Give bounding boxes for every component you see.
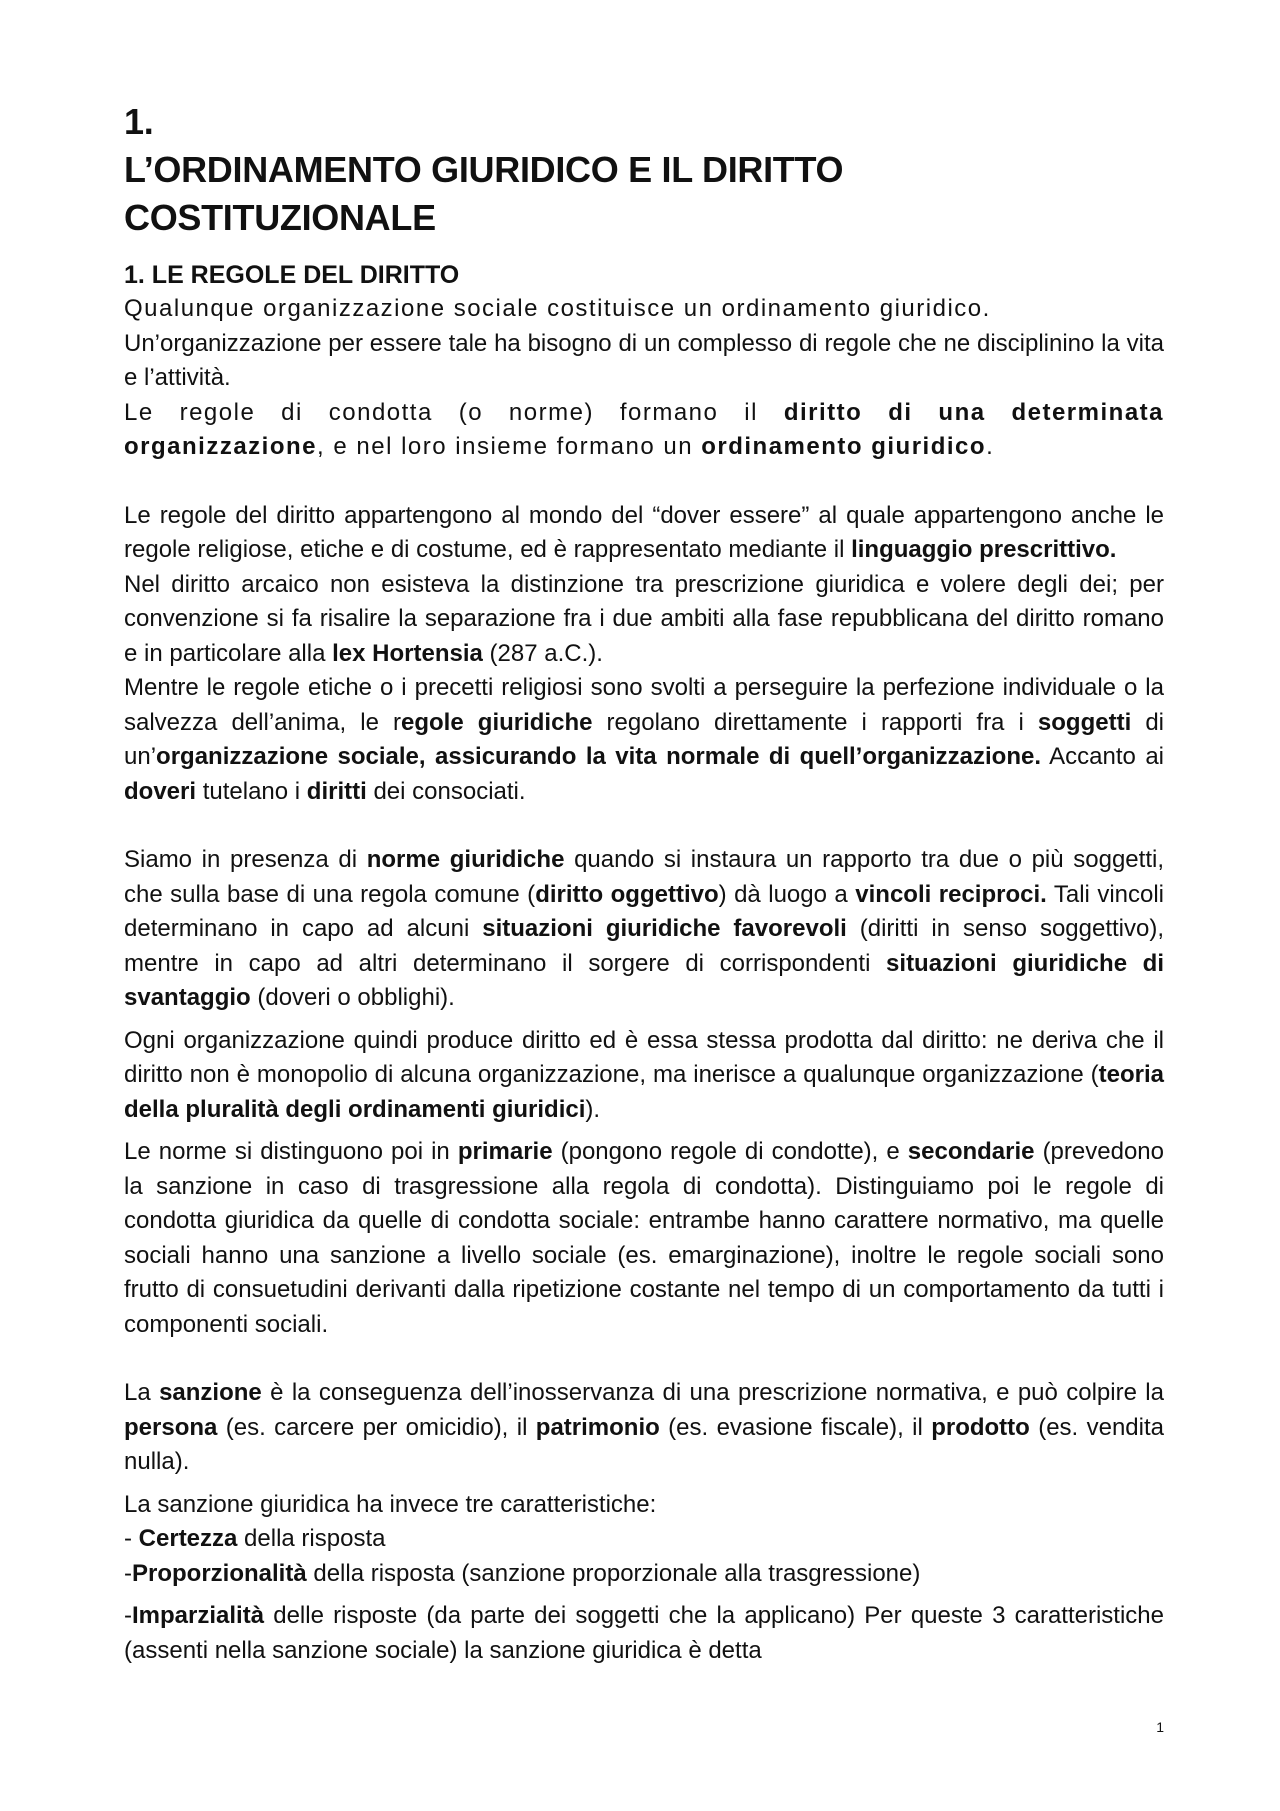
text: -	[124, 1602, 132, 1629]
bold-text: vincoli reciproci.	[855, 880, 1047, 908]
bold-text: diritto di una determinata organizzazione	[124, 398, 1165, 460]
bold-text: ordinamento giuridico	[701, 433, 987, 460]
text: Le regole del diritto appartengono al mondo del “dover essere” al quale appartengono anche le regole religiose, etiche e di costume, ed è rappresentato mediante il	[124, 501, 1164, 563]
text: (es. evasione fiscale), il	[659, 1413, 932, 1441]
text: .	[986, 433, 995, 460]
text: Siamo in presenza di	[124, 846, 367, 873]
section-title: 1. LE REGOLE DEL DIRITTO	[124, 261, 460, 289]
text: -	[124, 1525, 139, 1552]
bold-text: Certezza	[138, 1525, 238, 1552]
text: delle risposte (da parte dei soggetti che la applicano) Per queste 3 caratteristiche (assenti nella sanzione sociale) la sanzione giuridica è detta	[124, 1602, 1164, 1664]
page-content	[124, 98, 1164, 1668]
paragraph-norme-giuridiche	[124, 843, 1164, 1016]
page-number: 1	[1156, 1719, 1164, 1735]
chapter-title	[124, 146, 1164, 242]
text: Nel diritto arcaico non esisteva la distinzione tra prescrizione giuridica e volere degli dei; per convenzione si fa risalire la separazione fra i due ambiti alla fase repubblicana del diritto romano e in particolare alla	[124, 570, 1164, 667]
text: della risposta	[237, 1525, 386, 1552]
text: (287 a.C.).	[482, 639, 603, 667]
paragraph-pluralita	[124, 1024, 1164, 1128]
bold-text: egole giuridiche	[401, 708, 593, 736]
text: ) dà luogo a	[718, 880, 856, 908]
text: (prevedono la sanzione in caso di trasgressione alla regola di condotta). Distinguiamo poi le regole di condotta giuridica da quelle di condotta sociale: entrambe hanno carattere normativo, ma quelle sociali hanno una sanzione a livello sociale (es. emarginazione), inoltre le regole sociali sono frutto di consuetudini derivanti dalla ripetizione costante nel tempo di un comportamento da tutti i componenti sociali.	[124, 1138, 1164, 1338]
bold-text: situazioni giuridiche di svantaggio	[124, 949, 1164, 1011]
bold-text: doveri	[124, 777, 197, 805]
text: quando si instaura un rapporto tra due o più soggetti, che sulla base di una regola comune (	[124, 846, 1164, 908]
bold-text: soggetti	[1037, 708, 1132, 736]
bold-text: lex Hortensia	[332, 639, 483, 667]
text: -	[124, 1559, 132, 1587]
list-item-certezza	[124, 1522, 1164, 1557]
text: di un’	[124, 708, 1164, 770]
text: Ogni organizzazione quindi produce diritto ed è essa stessa prodotta dal diritto: ne deriva che il diritto non è monopolio di alcuna organizzazione, ma inerisce a qualunque organizzazione (	[124, 1026, 1164, 1088]
bold-text: patrimonio	[535, 1413, 660, 1441]
chapter-title-line2: COSTITUZIONALE	[124, 197, 436, 238]
bold-text: secondarie	[907, 1138, 1035, 1165]
text: Le norme si distinguono poi in	[124, 1138, 458, 1165]
text: (diritti in senso soggettivo), mentre in capo ad altri determinano il sorgere di corrispondenti	[124, 915, 1165, 977]
text: regolano direttamente i rapporti fra i	[592, 708, 1038, 736]
text: dei consociati.	[366, 777, 526, 805]
text: (es. carcere per omicidio), il	[217, 1413, 536, 1441]
bold-text: sanzione	[159, 1379, 262, 1406]
text: della risposta (sanzione proporzionale alla trasgressione)	[306, 1559, 921, 1587]
bold-text: teoria della pluralità degli ordinamenti giuridici	[124, 1061, 1164, 1123]
paragraph-primarie-secondarie	[124, 1135, 1164, 1342]
text: Tali vincoli determinano in capo ad alcuni	[124, 880, 1165, 942]
text: (es. vendita nulla).	[124, 1413, 1164, 1475]
paragraph-norms	[124, 396, 1164, 465]
paragraph-dover-essere	[124, 499, 1164, 568]
text: Accanto ai	[1041, 743, 1164, 770]
text: Qualunque organizzazione sociale costituisce un ordinamento giuridico.	[124, 295, 991, 322]
text: , e nel loro insieme formano un	[317, 433, 702, 460]
bold-text: persona	[124, 1413, 218, 1441]
bold-text: organizzazione sociale, assicurando la vita normale di quell’organizzazione.	[156, 743, 1042, 770]
text: La sanzione giuridica ha invece tre caratteristiche:	[124, 1490, 657, 1518]
paragraph-sanzione	[124, 1376, 1164, 1480]
list-item-proporzionalita	[124, 1557, 1164, 1592]
bold-text: primarie	[457, 1138, 553, 1165]
text: Un’organizzazione per essere tale ha bisogno di un complesso di regole che ne disciplinino la vita e l’attività.	[124, 329, 1164, 391]
paragraph-intro	[124, 292, 1164, 327]
text: è la conseguenza dell’inosservanza di una prescrizione normativa, e può colpire la	[261, 1379, 1164, 1406]
paragraph-organization	[124, 327, 1164, 396]
paragraph-diritto-arcaico	[124, 568, 1164, 672]
chapter-number: 1.	[124, 101, 154, 142]
bold-text: diritto oggettivo	[535, 880, 719, 908]
text: tutelano i	[196, 777, 307, 805]
text: La	[124, 1379, 160, 1406]
text: Mentre le regole etiche o i precetti religiosi sono svolti a perseguire la perfezione individuale o la salvezza dell’anima, le r	[124, 674, 1164, 736]
bold-text: situazioni giuridiche favorevoli	[482, 915, 847, 942]
bold-text: norme giuridiche	[366, 846, 565, 873]
text: (pongono regole di condotte), e	[552, 1138, 908, 1165]
chapter-title-line1: L’ORDINAMENTO GIURIDICO E IL DIRITTO	[124, 149, 844, 190]
bold-text: Proporzionalità	[132, 1559, 307, 1587]
bold-text: prodotto	[931, 1413, 1030, 1441]
bold-text: Imparzialità	[132, 1602, 265, 1629]
paragraph-regole-giuridiche	[124, 671, 1164, 809]
text: Le regole di condotta (o norme) formano il	[124, 398, 784, 426]
text: ).	[585, 1095, 601, 1123]
bold-text: linguaggio prescrittivo.	[851, 536, 1117, 563]
paragraph-caratteristiche	[124, 1488, 1164, 1523]
bold-text: diritti	[306, 777, 367, 805]
list-item-imparzialita	[124, 1599, 1164, 1668]
text: (doveri o obblighi).	[250, 984, 455, 1011]
